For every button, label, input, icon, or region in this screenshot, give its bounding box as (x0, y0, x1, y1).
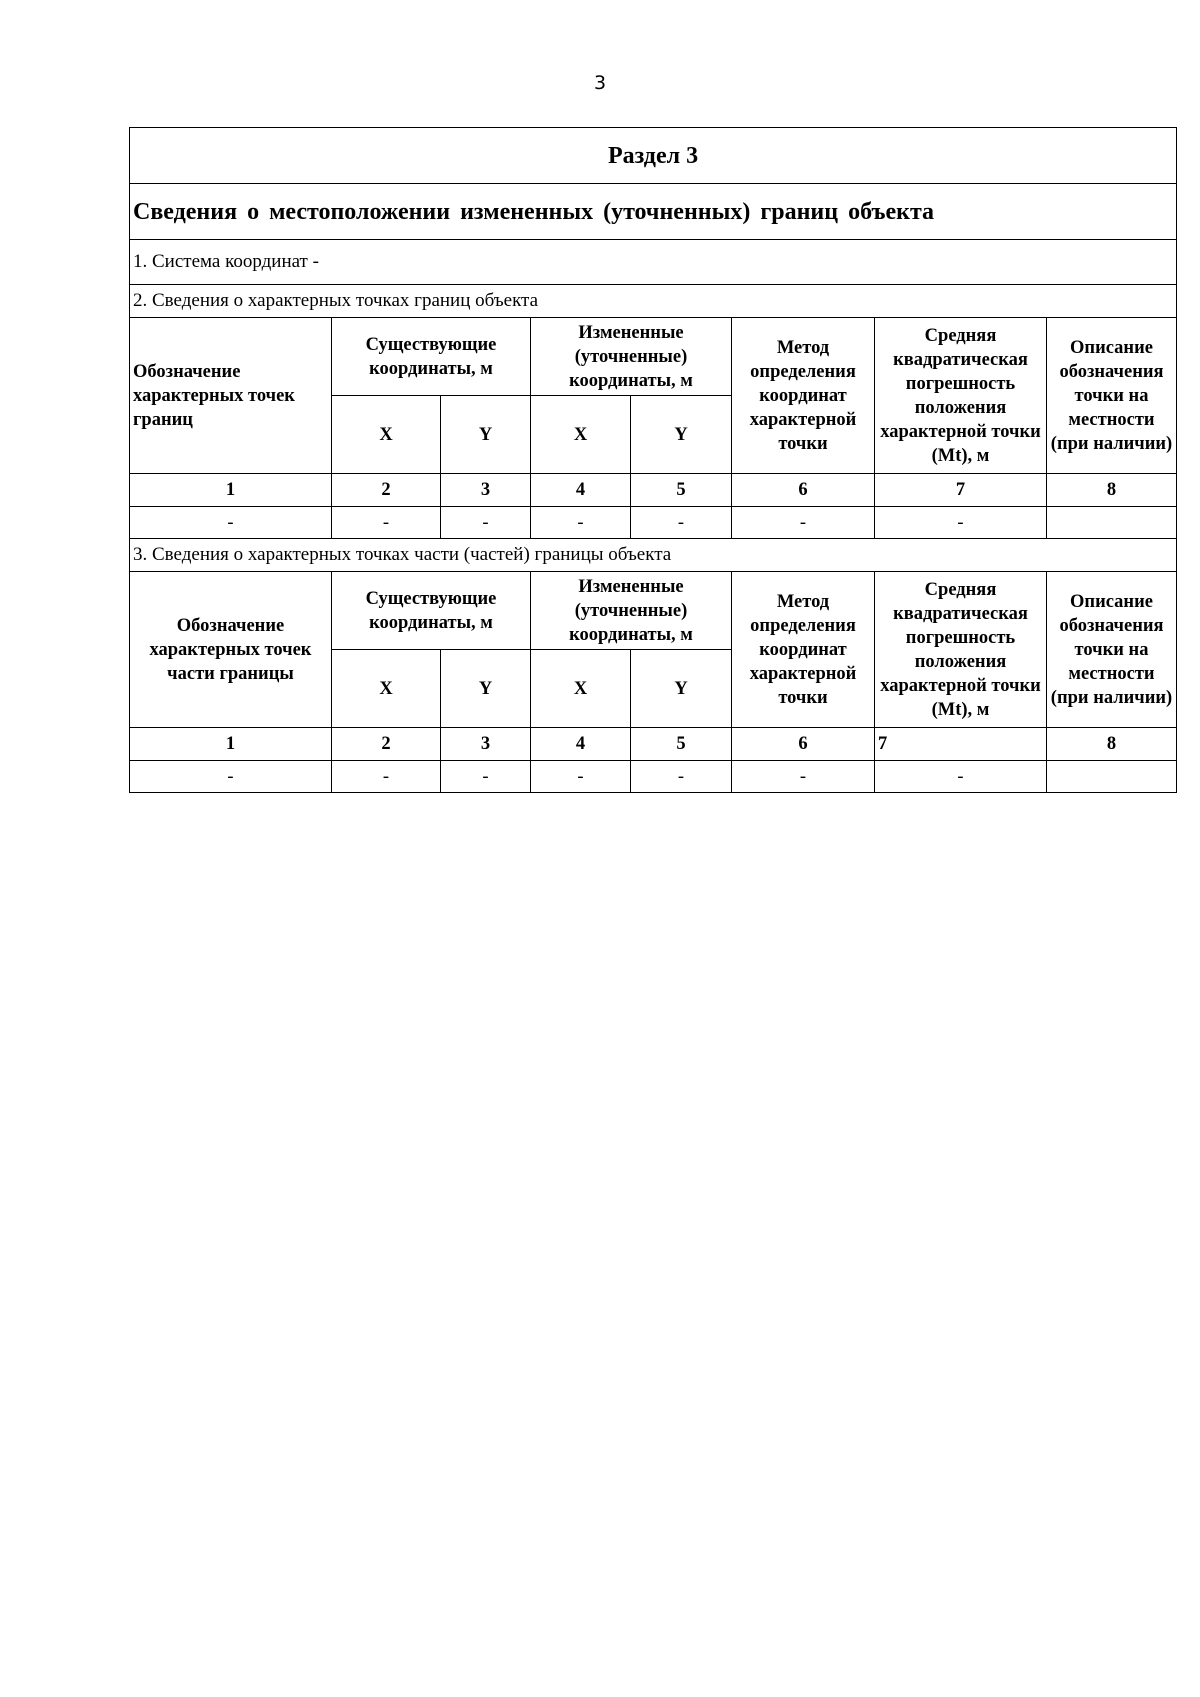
block2-header-changed-x: X (531, 396, 631, 474)
block3-cell: - (332, 761, 441, 793)
block3-header-designation: Обозначение характерных точек части границы (130, 572, 332, 728)
block3-cell: - (732, 761, 875, 793)
block3-header-error: Средняя квадратическая погрешность положения характерной точки (Mt), м (875, 572, 1047, 728)
block2-cell (1047, 507, 1177, 539)
block3-colnum: 8 (1047, 728, 1177, 761)
block2-header-existing-y: Y (441, 396, 531, 474)
block2-colnum: 1 (130, 474, 332, 507)
block2-cell: - (531, 507, 631, 539)
block3-header-description: Описание обозначения точки на местности (при наличии) (1047, 572, 1177, 728)
block3-colnum: 1 (130, 728, 332, 761)
block2-colnum: 6 (732, 474, 875, 507)
block3-title: 3. Сведения о характерных точках части (частей) границы объекта (130, 539, 1177, 572)
block3-colnum: 6 (732, 728, 875, 761)
block2-header-existing-x: X (332, 396, 441, 474)
block2-cell: - (875, 507, 1047, 539)
block2-cell: - (441, 507, 531, 539)
block2-header-method: Метод определения координат характерной точки (732, 318, 875, 474)
block3-cell: - (531, 761, 631, 793)
page-number: 3 (593, 72, 607, 94)
section-table (129, 127, 1177, 793)
block3-colnum: 5 (631, 728, 732, 761)
block2-colnum: 7 (875, 474, 1047, 507)
block2-title: 2. Сведения о характерных точках границ объекта (130, 285, 1177, 318)
block3-header-changed: Измененные (уточненные) координаты, м (531, 572, 732, 650)
section-title: Раздел 3 (130, 128, 1177, 184)
block2-header-description: Описание обозначения точки на местности (при наличии) (1047, 318, 1177, 474)
block3-cell: - (130, 761, 332, 793)
block3-cell: - (441, 761, 531, 793)
block3-header-method: Метод определения координат характерной точки (732, 572, 875, 728)
coordinate-system: 1. Система координат - (130, 240, 1177, 285)
block2-colnum: 8 (1047, 474, 1177, 507)
block3-colnum: 7 (875, 728, 1047, 761)
block2-cell: - (732, 507, 875, 539)
block3-header-changed-y: Y (631, 650, 732, 728)
block3-header-existing-x: X (332, 650, 441, 728)
block2-cell: - (332, 507, 441, 539)
block2-colnum: 4 (531, 474, 631, 507)
block2-header-designation: Обозначение характерных точек границ (130, 318, 332, 474)
block3-cell: - (875, 761, 1047, 793)
section-subtitle: Сведения о местоположении измененных (уточненных) границ объекта (130, 184, 1177, 240)
block3-header-changed-x: X (531, 650, 631, 728)
block2-header-changed: Измененные (уточненные) координаты, м (531, 318, 732, 396)
block2-header-existing: Существующие координаты, м (332, 318, 531, 396)
block3-colnum: 3 (441, 728, 531, 761)
block2-cell: - (631, 507, 732, 539)
block3-cell: - (631, 761, 732, 793)
block2-header-changed-y: Y (631, 396, 732, 474)
block3-header-existing-y: Y (441, 650, 531, 728)
block2-colnum: 3 (441, 474, 531, 507)
block2-colnum: 5 (631, 474, 732, 507)
block2-header-error: Средняя квадратическая погрешность положения характерной точки (Mt), м (875, 318, 1047, 474)
block3-header-existing: Существующие координаты, м (332, 572, 531, 650)
block2-cell: - (130, 507, 332, 539)
block3-colnum: 2 (332, 728, 441, 761)
block3-cell (1047, 761, 1177, 793)
block3-colnum: 4 (531, 728, 631, 761)
block2-colnum: 2 (332, 474, 441, 507)
